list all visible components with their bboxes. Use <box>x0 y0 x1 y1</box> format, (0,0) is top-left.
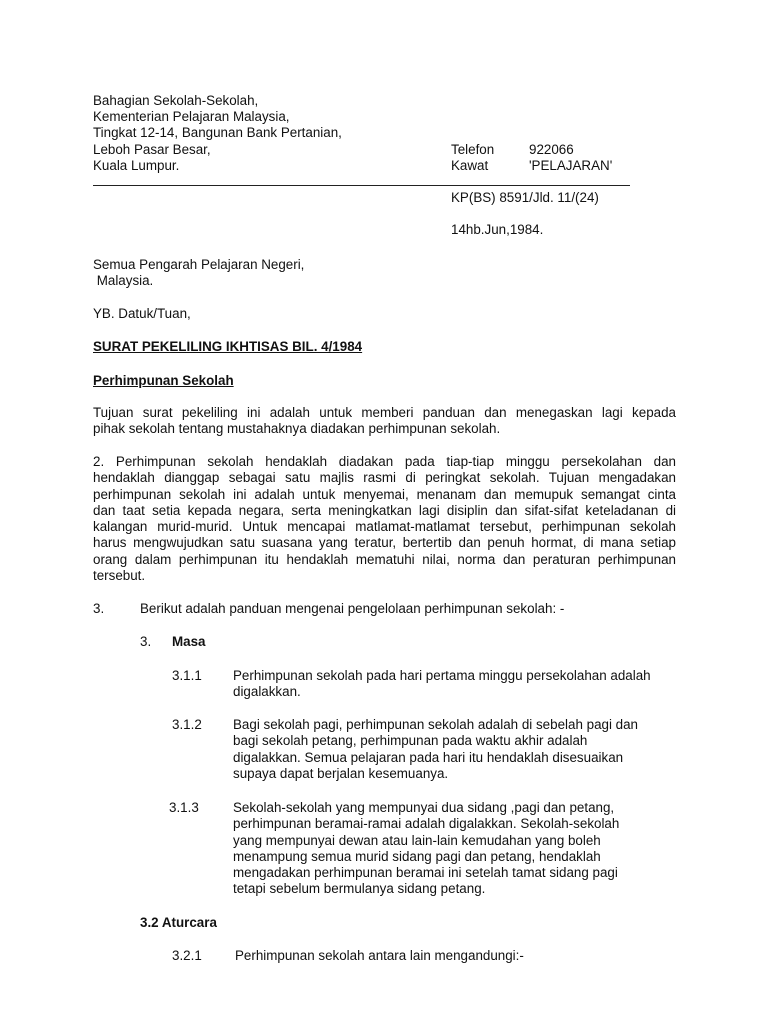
item-line: bagi sekolah petang, perhimpunan pada waktu akhir adalah <box>233 733 588 749</box>
paragraph-line: Tujuan surat pekeliling ini adalah untuk memberi panduan dan menegaskan lagi kepada <box>93 405 676 420</box>
address-line: Bahagian Sekolah-Sekolah, <box>93 93 259 108</box>
kawat-label: Kawat <box>451 158 489 173</box>
paragraph-line: kalangan murid-murid. Untuk mencapai matlamat-matlamat tersebut, perhimpunan sekolah <box>93 519 676 535</box>
item-number: 3.1.3 <box>169 800 199 815</box>
item-line: digalakkan. <box>233 684 301 700</box>
paragraph-line: dan taat setia kepada negara, serta meningkatkan lagi disiplin dan sifat-sifat keteladanan di <box>93 502 676 518</box>
address-line: Kementerian Pelajaran Malaysia, <box>93 109 290 124</box>
telefon-label: Telefon <box>451 142 495 157</box>
item-number: 3.1.2 <box>172 717 202 732</box>
paragraph-1 <box>93 405 676 438</box>
address-line: Tingkat 12-14, Bangunan Bank Pertanian, <box>93 125 342 140</box>
item-text <box>233 717 638 782</box>
kawat-value: 'PELAJARAN' <box>529 158 613 173</box>
paragraph-line: tersebut. <box>93 568 146 584</box>
paragraph-line: hendaklah dianggap sebagai satu majlis rasmi di peringkat sekolah. Tujuan mengadakan <box>93 470 676 486</box>
item-number: 3.2.1 <box>172 948 202 963</box>
item-text <box>233 800 619 898</box>
recipient-line: Malaysia. <box>93 273 154 288</box>
paragraph-3-number: 3. <box>93 601 105 616</box>
header-divider <box>93 185 630 186</box>
paragraph-line: harus mengwujudkan satu suasana yang teratur, bertertib dan penuh hormat, di mana setiap <box>93 535 676 551</box>
subject-heading: Perhimpunan Sekolah <box>93 373 234 388</box>
item-line: digalakkan. Semua pelajaran pada hari itu hendaklah disesuaikan <box>233 749 624 765</box>
item-line: supaya dapat berjalan kesemuanya. <box>233 765 449 781</box>
item-line: tetapi sebelum bermulanya sidang petang. <box>233 881 486 897</box>
section-3-title: Masa <box>172 634 206 649</box>
item-text <box>233 668 651 701</box>
section-3-2-title: 3.2 Aturcara <box>140 915 217 930</box>
item-text: Perhimpunan sekolah antara lain mengandungi:- <box>235 948 524 963</box>
salutation: YB. Datuk/Tuan, <box>93 306 191 321</box>
item-number: 3.1.1 <box>172 668 202 683</box>
paragraph-3-text: Berikut adalah panduan mengenai pengelolaan perhimpunan sekolah: - <box>140 601 565 616</box>
recipient-line: Semua Pengarah Pelajaran Negeri, <box>93 257 305 272</box>
address-line: Kuala Lumpur. <box>93 158 180 173</box>
item-line: Perhimpunan sekolah pada hari pertama minggu persekolahan adalah <box>233 668 651 683</box>
item-line: yang mempunyai dewan atau lain-lain kemudahan yang boleh <box>233 832 601 848</box>
circular-title: SURAT PEKELILING IKHTISAS BIL. 4/1984 <box>93 339 363 354</box>
item-line: menampung semua murid sidang pagi dan petang, hendaklah <box>233 848 601 864</box>
section-3-number: 3. <box>140 634 152 649</box>
paragraph-line: perhimpunan sekolah ini adalah untuk menyemai, menanam dan memupuk semangat cinta <box>93 486 676 502</box>
item-line: Sekolah-sekolah yang mempunyai dua sidang ,pagi dan petang, <box>233 800 615 815</box>
telefon-value: 922066 <box>529 142 574 157</box>
item-line: Bagi sekolah pagi, perhimpunan sekolah adalah di sebelah pagi dan <box>233 717 638 732</box>
letter-date: 14hb.Jun,1984. <box>451 222 544 237</box>
item-line: mengadakan perhimpunan beramai ini setelah tamat sidang pagi <box>233 865 618 881</box>
paragraph-line: 2. Perhimpunan sekolah hendaklah diadakan pada tiap-tiap minggu persekolahan dan <box>93 454 676 469</box>
reference-number: KP(BS) 8591/Jld. 11/(24) <box>451 190 599 205</box>
paragraph-line: orang dalam perhimpunan itu hendaklah mematuhi nilai, norma dan peraturan perhimpunan <box>93 551 676 567</box>
item-line: perhimpunan beramai-ramai adalah digalakkan. Sekolah-sekolah <box>233 816 620 832</box>
paragraph-2 <box>93 454 676 584</box>
address-line: Leboh Pasar Besar, <box>93 142 211 157</box>
paragraph-line: pihak sekolah tentang mustahaknya diadakan perhimpunan sekolah. <box>93 421 501 437</box>
